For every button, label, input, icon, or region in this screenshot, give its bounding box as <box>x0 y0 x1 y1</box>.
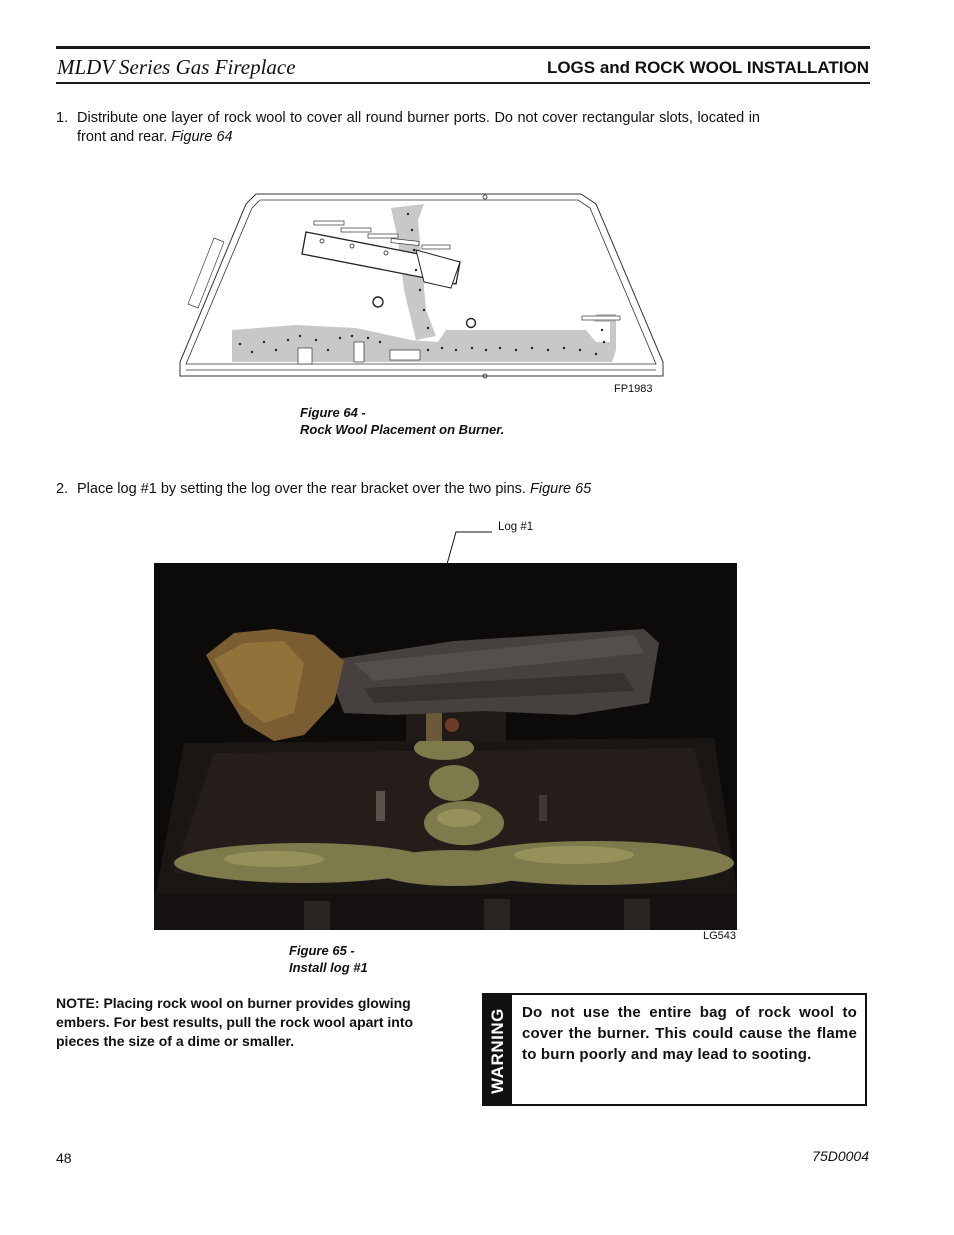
page-number: 48 <box>56 1150 72 1166</box>
warning-label: WARNING <box>488 1008 507 1094</box>
step-2 <box>56 480 760 499</box>
burner-diagram <box>176 190 666 382</box>
step-1 <box>56 109 760 147</box>
caption-line: Rock Wool Placement on Burner. <box>300 422 505 437</box>
log-callout-label: Log #1 <box>498 521 534 533</box>
figure-64-code: FP1983 <box>614 383 653 395</box>
step-number: 1. <box>56 110 69 126</box>
rock-wool-note: NOTE: Placing rock wool on burner provides glowing embers. For best results, pull the rock wool apart into pieces the size of a dime or smaller. <box>56 995 414 1049</box>
step-text: Distribute one layer of rock wool to cover all round burner ports. Do not cover rectangular slots, located in front and rear. <box>77 110 760 145</box>
caption-line: Install log #1 <box>289 960 368 975</box>
figure-reference: Figure 64 <box>171 129 233 145</box>
series-title: MLDV Series Gas Fireplace <box>57 55 296 79</box>
figure-65-caption <box>289 942 368 976</box>
photo-illustration <box>154 563 737 930</box>
figure-reference: Figure 65 <box>529 481 592 497</box>
warning-box <box>482 993 867 1106</box>
step-number: 2. <box>56 481 69 497</box>
section-title: LOGS and ROCK WOOL INSTALLATION <box>546 58 869 77</box>
caption-line: Figure 64 - <box>300 405 366 420</box>
figure-64-caption <box>300 404 504 438</box>
header-rule-bottom <box>56 82 870 84</box>
figure-65-code: LG543 <box>703 930 737 942</box>
document-code: 75D0004 <box>812 1148 869 1164</box>
warning-text: Do not use the entire bag of rock wool to cover the burner. This could cause the flame to burn poorly and may lead to sooting. <box>522 1004 857 1063</box>
log-install-photo <box>154 563 737 930</box>
step-text: Place log #1 by setting the log over the rear bracket over the two pins. <box>77 481 526 497</box>
warning-label-bar <box>484 995 512 1104</box>
header-rule-top <box>56 46 870 49</box>
caption-line: Figure 65 - <box>289 943 355 958</box>
